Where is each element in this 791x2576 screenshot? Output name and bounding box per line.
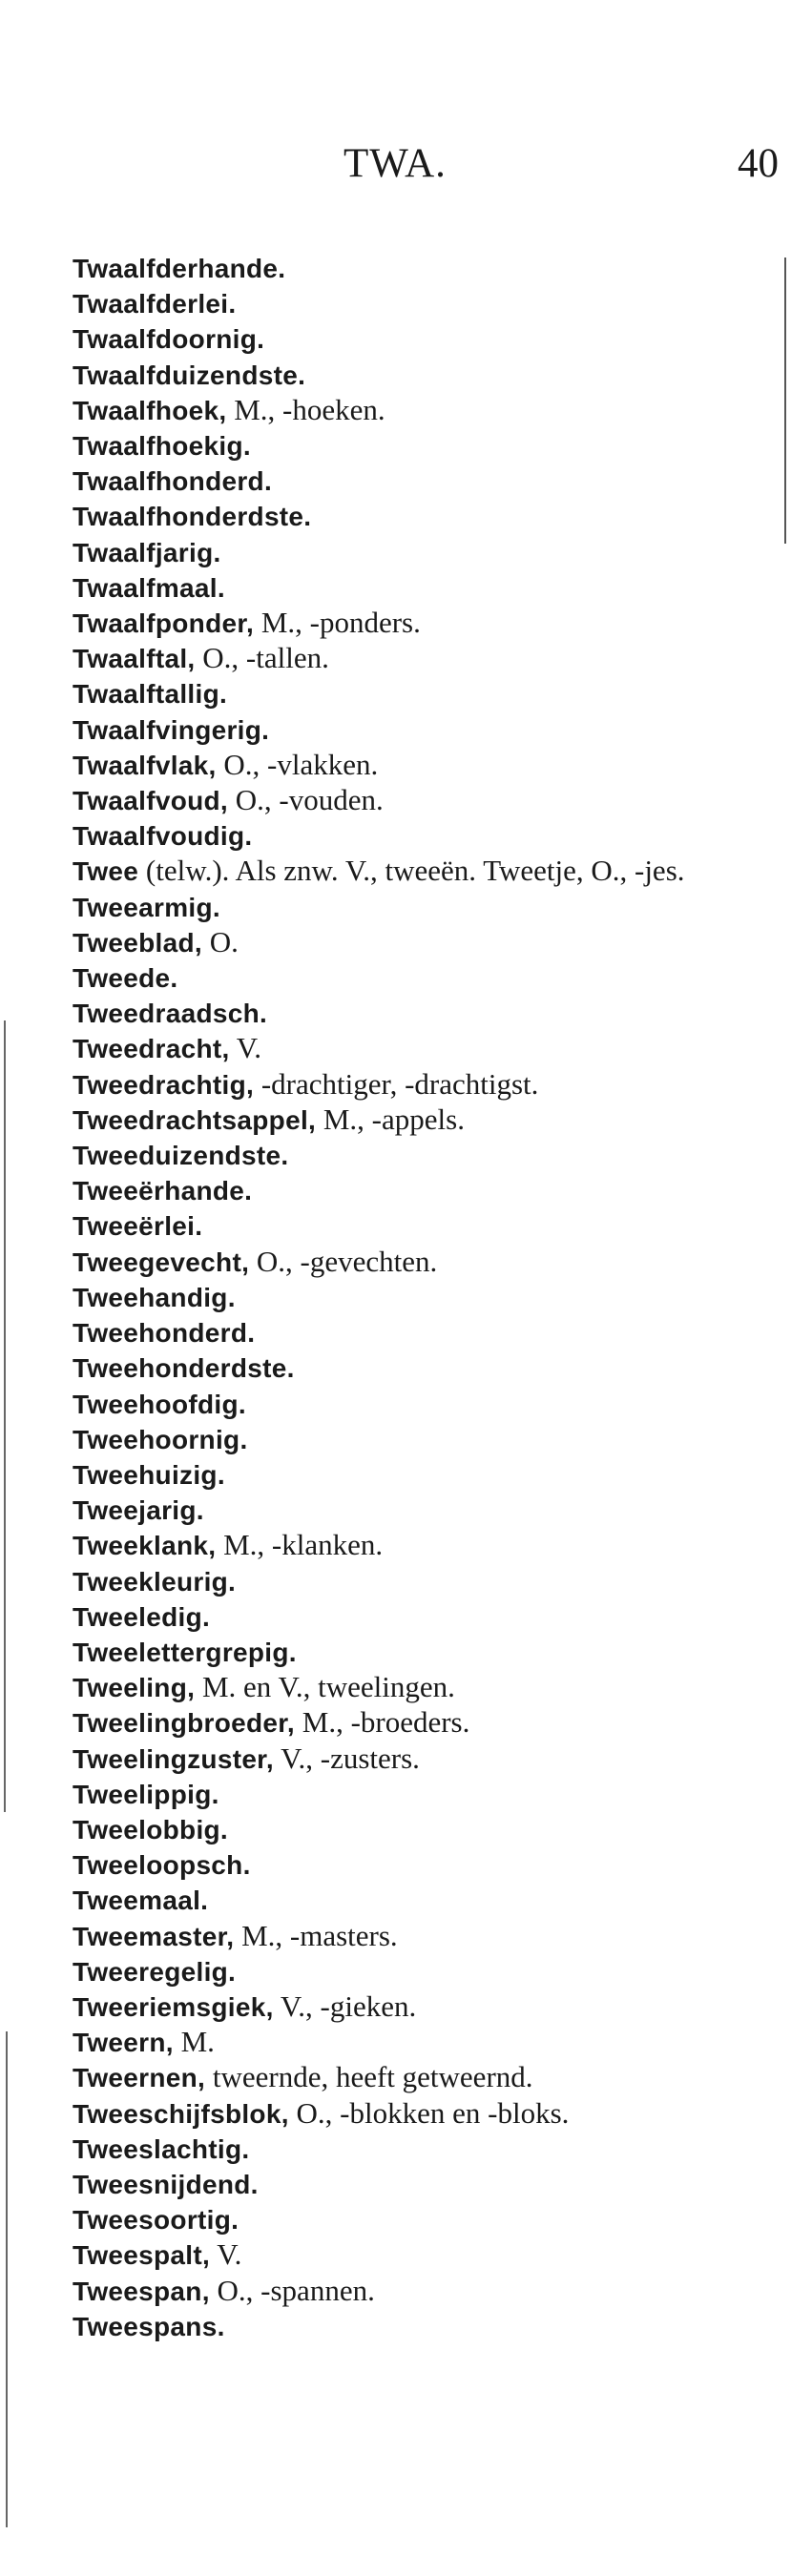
entry-headword: Tweeloopsch. xyxy=(73,1850,251,1881)
entry-headword: Tweeslachtig. xyxy=(73,2133,250,2164)
entry-headword: Twaalfderlei. xyxy=(73,289,237,319)
entry-headword: Tweesnijdend. xyxy=(73,2169,259,2199)
dictionary-entry xyxy=(73,2167,779,2202)
entry-grammar: V. xyxy=(210,2237,242,2272)
dictionary-entry xyxy=(73,1599,779,1635)
entry-headword: Tweedracht, xyxy=(73,1034,230,1064)
dictionary-entry xyxy=(73,358,779,393)
entry-grammar: M., -ponders. xyxy=(254,606,421,640)
entry-headword: Tweehuizig. xyxy=(73,1459,225,1490)
dictionary-entry xyxy=(73,1493,779,1528)
column-rule-right xyxy=(784,258,786,544)
entry-headword: Tweelingzuster, xyxy=(73,1743,274,1774)
dictionary-entry xyxy=(73,393,779,428)
entry-headword: Twaalfjarig. xyxy=(73,537,221,567)
dictionary-entry xyxy=(73,1812,779,1847)
dictionary-entry xyxy=(73,1670,779,1705)
entry-headword: Tweeregelig. xyxy=(73,1956,237,1987)
dictionary-entry xyxy=(73,1635,779,1670)
column-rule-left-lower xyxy=(6,2031,8,2527)
dictionary-entry xyxy=(73,1280,779,1315)
dictionary-entry xyxy=(73,321,779,357)
entry-headword: Tweespans. xyxy=(73,2311,225,2341)
dictionary-entry xyxy=(73,1422,779,1457)
dictionary-entry xyxy=(73,783,779,818)
entry-headword: Twaalfhonderdste. xyxy=(73,502,312,532)
entry-grammar: M., -masters. xyxy=(234,1918,398,1952)
dictionary-entry xyxy=(73,1457,779,1493)
dictionary-entry xyxy=(73,1705,779,1741)
entry-grammar: M. xyxy=(173,2025,215,2059)
dictionary-entry xyxy=(73,1564,779,1599)
entry-headword: Tweern, xyxy=(73,2028,174,2058)
dictionary-entry xyxy=(73,1208,779,1244)
dictionary-entry xyxy=(73,2060,779,2095)
entry-headword: Tweehonderd. xyxy=(73,1318,256,1349)
entry-grammar: V., -zusters. xyxy=(273,1741,420,1775)
entry-headword: Tweemaster, xyxy=(73,1921,235,1951)
entry-headword: Twaalftal, xyxy=(73,644,196,674)
entry-headword: Twaalfdoornig. xyxy=(73,324,265,355)
entry-headword: Tweemaal. xyxy=(73,1886,209,1916)
running-head: TWA. xyxy=(343,141,447,186)
entry-grammar: O., -tallen. xyxy=(195,641,329,675)
entry-headword: Tweedrachtig, xyxy=(73,1069,255,1100)
entry-headword: Twaalfhonderd. xyxy=(73,466,273,497)
entry-headword: Twaalfponder, xyxy=(73,608,255,639)
dictionary-entry xyxy=(73,1138,779,1173)
dictionary-entry xyxy=(73,1528,779,1563)
dictionary-entry xyxy=(73,1741,779,1777)
entry-headword: Tweedrachtsappel, xyxy=(73,1104,317,1135)
dictionary-entry xyxy=(73,676,779,711)
dictionary-entry xyxy=(73,712,779,748)
entry-headword: Twaalfhoekig. xyxy=(73,431,251,462)
dictionary-entry xyxy=(73,2025,779,2060)
entry-grammar: O., -blokken en -bloks. xyxy=(288,2095,570,2130)
entry-headword: Tweelobbig. xyxy=(73,1814,229,1844)
dictionary-entry xyxy=(73,996,779,1031)
entry-headword: Twaalfvlak, xyxy=(73,750,217,780)
entry-grammar: O., -spannen. xyxy=(209,2273,375,2307)
column-rule-left xyxy=(4,1020,6,1812)
entry-headword: Tweeblad, xyxy=(73,927,202,958)
entry-headword: Tweesoortig. xyxy=(73,2205,239,2236)
entry-headword: Tweearmig. xyxy=(73,892,220,922)
dictionary-entry xyxy=(73,641,779,676)
dictionary-entry xyxy=(73,499,779,534)
entry-headword: Tweeërlei. xyxy=(73,1211,203,1242)
dictionary-entry xyxy=(73,1919,779,1954)
dictionary-entry xyxy=(73,1245,779,1280)
entry-headword: Tweeling, xyxy=(73,1673,196,1703)
dictionary-entry xyxy=(73,1173,779,1208)
dictionary-entry xyxy=(73,286,779,321)
entry-grammar: M., -klanken. xyxy=(216,1528,384,1562)
dictionary-entry xyxy=(73,251,779,286)
dictionary-entry xyxy=(73,748,779,783)
entry-headword: Tweedraadsch. xyxy=(73,999,268,1029)
dictionary-entry xyxy=(73,1777,779,1812)
entry-headword: Twaalfhoek, xyxy=(73,395,227,425)
entry-grammar: O., -gevechten. xyxy=(249,1244,438,1278)
dictionary-entry xyxy=(73,2202,779,2237)
entry-headword: Twaalfduizendste. xyxy=(73,360,306,390)
entry-headword: Tweeriemsgiek, xyxy=(73,1991,274,2022)
dictionary-entries xyxy=(73,251,779,2344)
entry-headword: Tweernen, xyxy=(73,2063,206,2093)
dictionary-entry xyxy=(73,925,779,960)
entry-headword: Tweelettergrepig. xyxy=(73,1637,297,1667)
dictionary-entry xyxy=(73,2309,779,2344)
dictionary-entry xyxy=(73,1387,779,1422)
entry-headword: Tweekleurig. xyxy=(73,1566,237,1597)
dictionary-entry xyxy=(73,2237,779,2273)
entry-grammar: M. en V., tweelingen. xyxy=(195,1670,455,1704)
entry-grammar: -drachtiger, -drachtigst. xyxy=(254,1066,539,1101)
entry-headword: Twaalfvoud, xyxy=(73,786,229,816)
dictionary-entry xyxy=(73,2096,779,2132)
dictionary-entry xyxy=(73,818,779,854)
entry-headword: Tweeërhande. xyxy=(73,1176,253,1206)
entry-headword: Tweeduizendste. xyxy=(73,1141,289,1171)
entry-headword: Tweehonderdste. xyxy=(73,1353,295,1384)
dictionary-entry xyxy=(73,890,779,925)
entry-headword: Tweejarig. xyxy=(73,1495,204,1526)
entry-headword: Tweespalt, xyxy=(73,2240,211,2271)
entry-headword: Tweeklank, xyxy=(73,1531,217,1561)
entry-headword: Tweelingbroeder, xyxy=(73,1708,295,1739)
entry-headword: Twaalftallig. xyxy=(73,679,228,710)
dictionary-entry xyxy=(73,1954,779,1989)
dictionary-entry xyxy=(73,2274,779,2309)
entry-grammar: M., -hoeken. xyxy=(226,392,385,426)
dictionary-entry xyxy=(73,1350,779,1386)
entry-grammar: O., -vlakken. xyxy=(216,747,379,781)
entry-grammar: (telw.). Als znw. V., tweeën. Tweetje, O., -jes. xyxy=(138,854,685,888)
entry-headword: Tweelippig. xyxy=(73,1779,219,1809)
dictionary-entry xyxy=(73,1883,779,1918)
entry-grammar: M., -broeders. xyxy=(295,1705,470,1740)
entry-headword: Tweespan, xyxy=(73,2276,210,2306)
entry-grammar: O., -vouden. xyxy=(228,783,384,817)
dictionary-entry xyxy=(73,1103,779,1138)
entry-grammar: V. xyxy=(229,1031,261,1065)
dictionary-entry xyxy=(73,606,779,641)
entry-headword: Tweehoofdig. xyxy=(73,1389,246,1419)
entry-grammar: V., -gieken. xyxy=(273,1989,417,2023)
dictionary-entry xyxy=(73,428,779,464)
entry-headword: Twaalfmaal. xyxy=(73,572,225,603)
dictionary-entry xyxy=(73,1031,779,1066)
entry-headword: Twee xyxy=(73,856,139,887)
dictionary-entry xyxy=(73,854,779,889)
dictionary-entry xyxy=(73,1989,779,2025)
entry-grammar: tweernde, heeft getweernd. xyxy=(205,2060,533,2094)
entry-grammar: M., -appels. xyxy=(316,1102,465,1136)
entry-headword: Twaalfvingerig. xyxy=(73,714,270,745)
dictionary-entry xyxy=(73,1067,779,1103)
entry-grammar: O. xyxy=(202,924,239,958)
entry-headword: Twaalfvoudig. xyxy=(73,821,253,852)
dictionary-entry xyxy=(73,570,779,606)
entry-headword: Tweeledig. xyxy=(73,1601,211,1632)
dictionary-entry xyxy=(73,960,779,996)
entry-headword: Tweede. xyxy=(73,963,178,994)
dictionary-entry xyxy=(73,535,779,570)
dictionary-entry xyxy=(73,1847,779,1883)
entry-headword: Twaalfderhande. xyxy=(73,254,286,283)
entry-headword: Tweehoornig. xyxy=(73,1424,248,1454)
dictionary-entry xyxy=(73,1315,779,1350)
page-number: 40 xyxy=(738,141,779,186)
entry-headword: Tweeschijfsblok, xyxy=(73,2098,289,2129)
dictionary-entry xyxy=(73,2132,779,2167)
entry-headword: Tweegevecht, xyxy=(73,1247,250,1277)
dictionary-entry xyxy=(73,464,779,499)
entry-headword: Tweehandig. xyxy=(73,1282,236,1312)
